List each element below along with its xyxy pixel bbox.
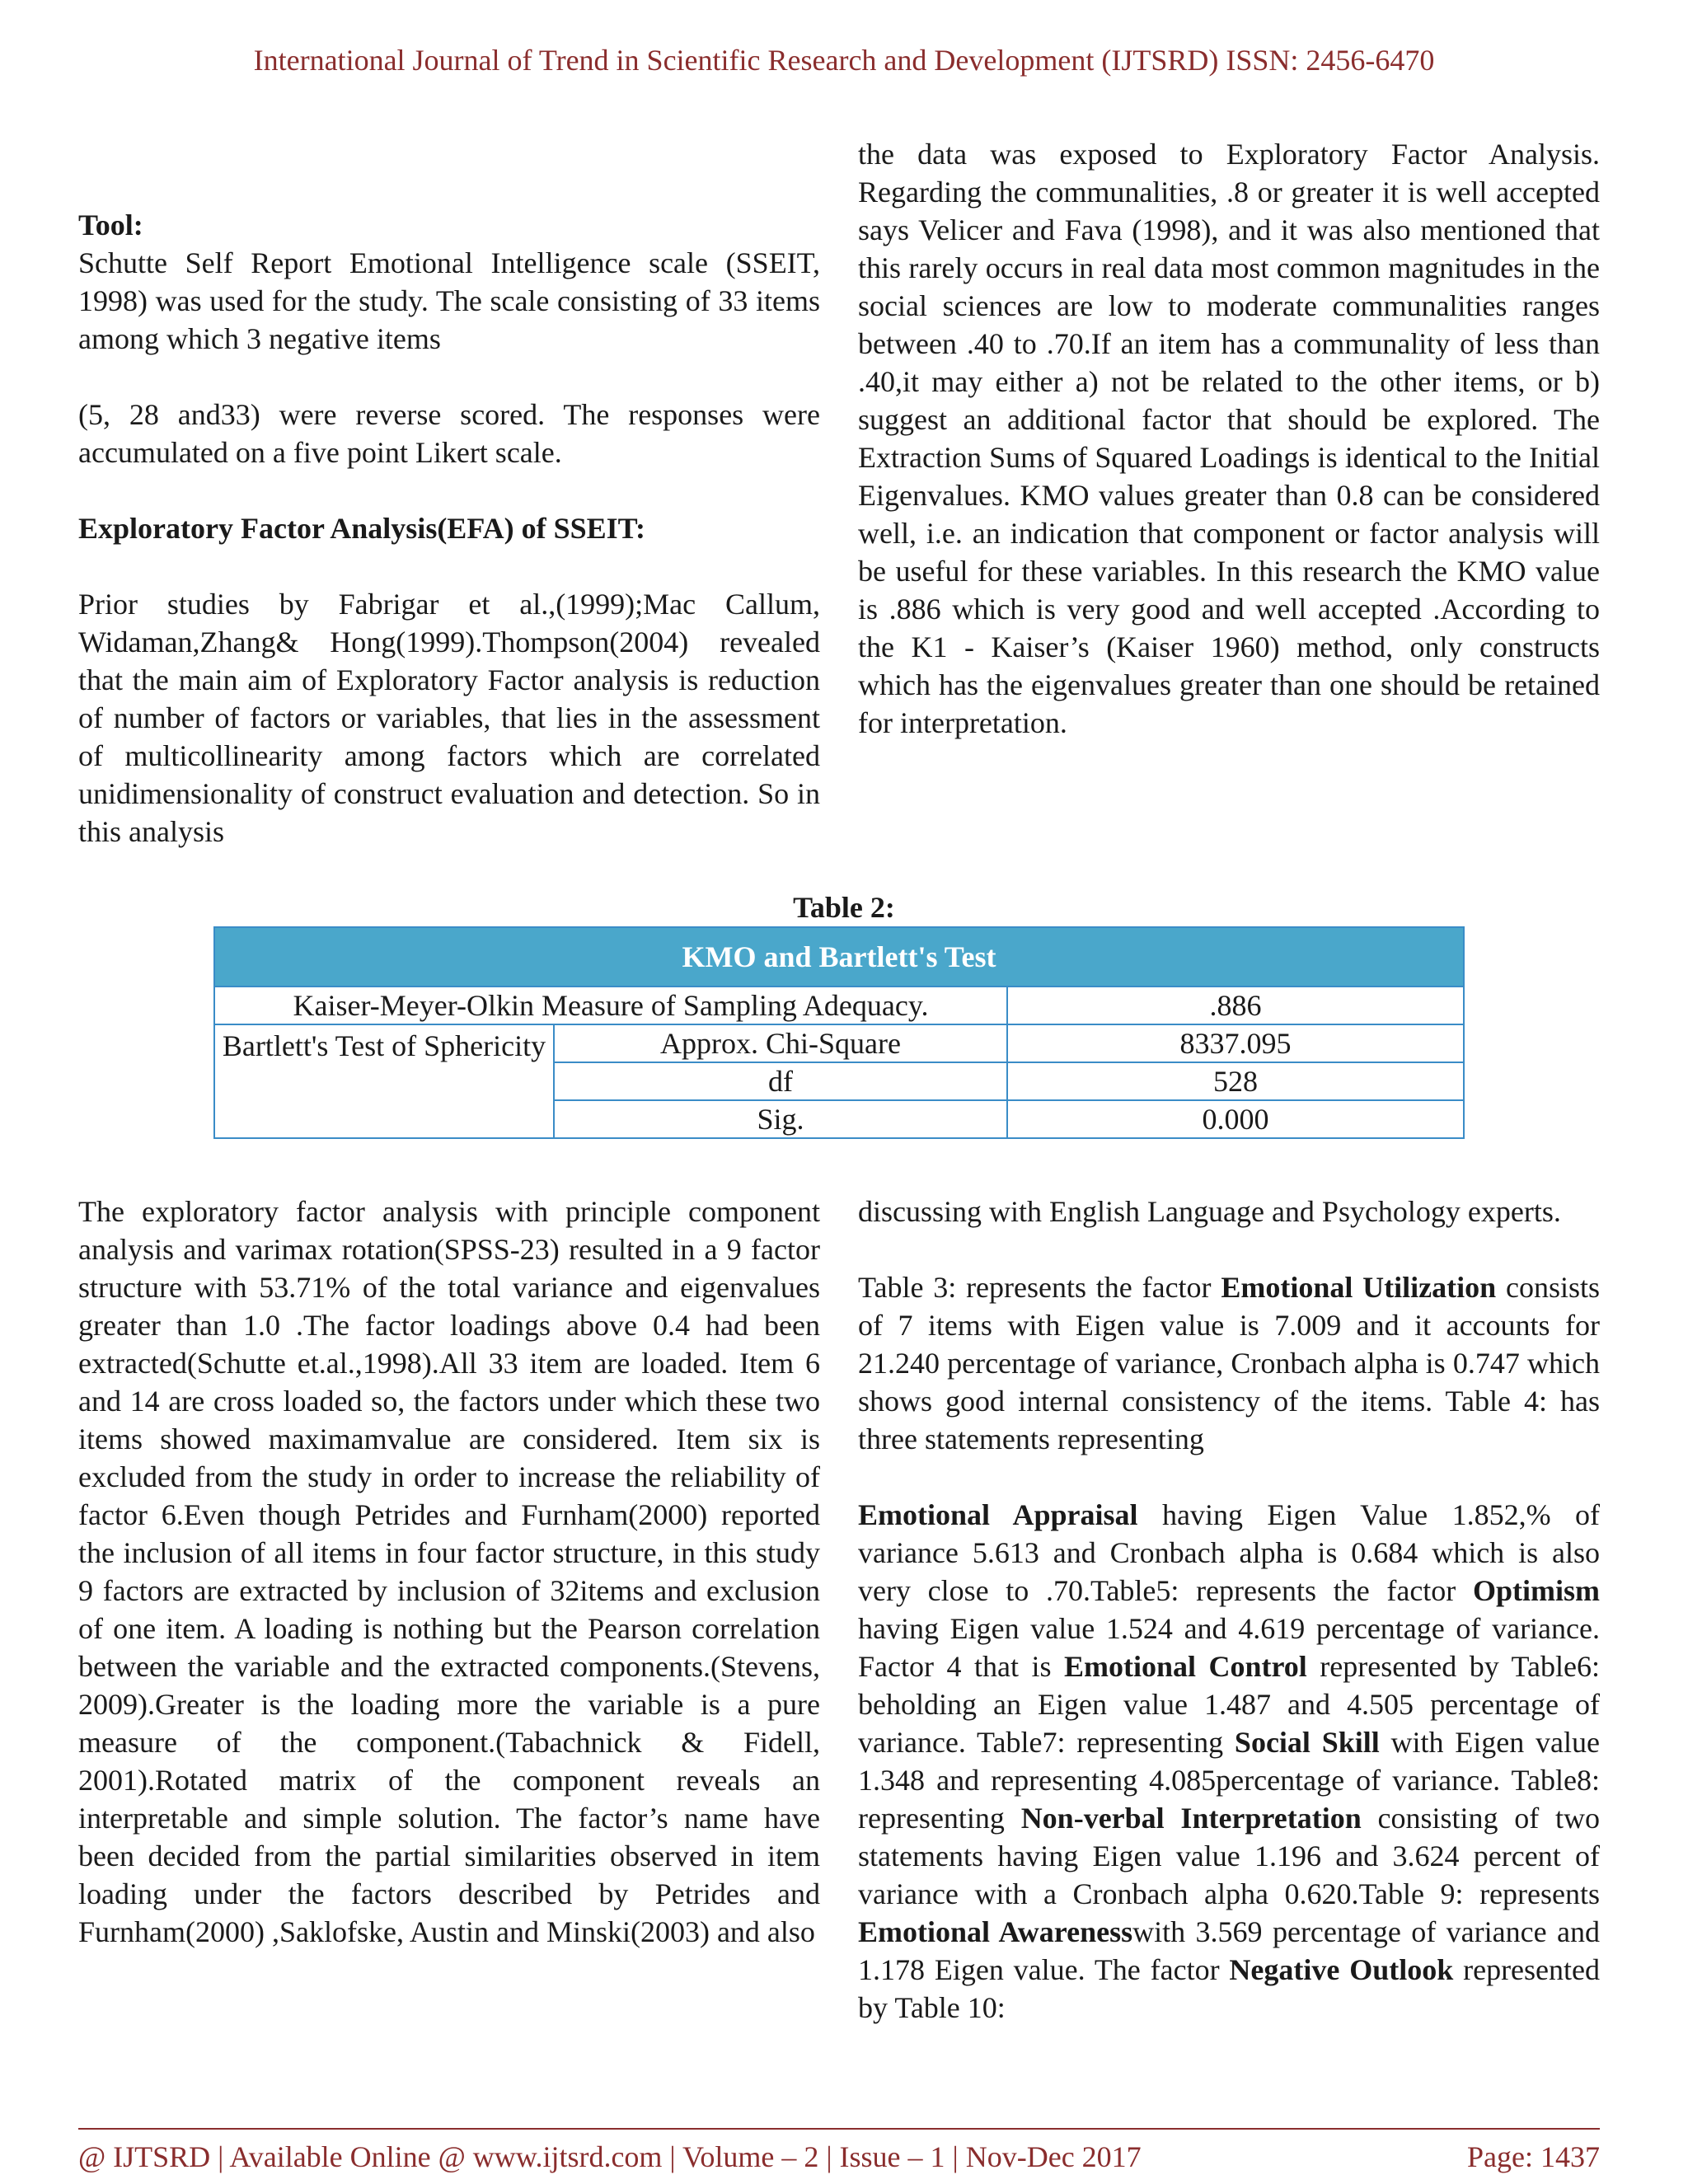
factor-negative-outlook: Negative Outlook: [1229, 1953, 1454, 1986]
page-footer: [78, 2139, 1600, 2174]
table-caption: Table 2:: [793, 891, 895, 924]
factors-paragraph: [858, 1496, 1600, 2027]
tool-heading: Tool:: [78, 209, 143, 241]
right-column-top: [858, 135, 1600, 742]
tool-paragraph-continued: (5, 28 and33) were reverse scored. The responses were accumulated on a five point Likert scale.: [78, 398, 820, 469]
factor-non-verbal-interpretation: Non-verbal Interpretation: [1020, 1802, 1362, 1835]
table-row-label: Sig.: [554, 1100, 1007, 1138]
communalities-paragraph: the data was exposed to Exploratory Factor Analysis. Regarding the communalities, .8 or greater it is well accepted says Velicer and Fava (1998), and it was also mentioned that this rarely occurs in real data most common magnitudes in the social sciences are low to moderate communalities ranges between .40 to .70.If an item has a communality of less than .40,it may either a) not be related to the other items, or b) suggest an additional factor that should be explored. The Extraction Sums of Squared Loadings is identical to the Initial Eigenvalues. KMO values greater than 0.8 can be considered well, i.e. an indication that component or factor analysis will be useful for these variables. In this research the KMO value is .886 which is very good and well accepted .According to the K1 - Kaiser’s (Kaiser 1960) method, only constructs which has the eigenvalues greater than one should be retained for interpretation.: [858, 138, 1600, 739]
factor-emotional-control: Emotional Control: [1063, 1650, 1307, 1683]
text-run: having Eigen Value 1.852,% of variance 5.613 and Cronbach alpha is 0.684 which is also very close to .70.Table5: represents the factor: [858, 1498, 1600, 1607]
efa-heading: Exploratory Factor Analysis(EFA) of SSEIT:: [78, 512, 646, 545]
footer-rule: [78, 2128, 1600, 2130]
text-run: represented by Table 10:: [858, 1953, 1600, 2024]
factor-optimism: Optimism: [1472, 1574, 1600, 1607]
kmo-value-cell: .886: [1007, 987, 1464, 1024]
left-column-top: [78, 206, 820, 851]
text-run: consists of 7 items with Eigen value is 7.009 and it accounts for 21.240 percentage of variance, Cronbach alpha is 0.747 which shows good internal consistency of the items. Table 4: has three statements representing: [858, 1271, 1600, 1455]
page-number: Page: 1437: [1467, 2140, 1600, 2173]
footer-journal-info: @ IJTSRD | Available Online @ www.ijtsrd.com | Volume – 2 | Issue – 1 | Nov-Dec 2017: [78, 2140, 1142, 2173]
factor-emotional-appraisal: Emotional Appraisal: [858, 1498, 1138, 1531]
text-run: represented by Table6: beholding an Eigen value 1.487 and 4.505 percentage of variance. Table7: representing: [858, 1650, 1600, 1759]
left-column-bottom: [78, 1193, 820, 1951]
journal-header: International Journal of Trend in Scientific Research and Development (IJTSRD) ISSN: 2456-6470: [253, 44, 1435, 77]
text-run: Table 3: represents the factor: [858, 1271, 1221, 1304]
tool-paragraph: Schutte Self Report Emotional Intelligence scale (SSEIT, 1998) was used for the study. The scale consisting of 33 items among which 3 negative items: [78, 246, 820, 355]
kmo-label-cell: Kaiser-Meyer-Olkin Measure of Sampling Adequacy.: [214, 987, 1007, 1024]
factor-emotional-utilization: Emotional Utilization: [1221, 1271, 1497, 1304]
text-run: with 3.569 percentage of variance and 1.178 Eigen value. The factor: [858, 1915, 1600, 1986]
efa-paragraph: Prior studies by Fabrigar et al.,(1999);Mac Callum, Widaman,Zhang& Hong(1999).Thompson(2004) revealed that the main aim of Exploratory Factor analysis is reduction of number of factors or variables, that lies in the assessment of multicollinearity among factors which are correlated unidimensionality of construct evaluation and detection. So in this analysis: [78, 588, 820, 848]
table-row-value: 8337.095: [1007, 1024, 1464, 1062]
table-row-value: 528: [1007, 1062, 1464, 1100]
table-row-label: Approx. Chi-Square: [554, 1024, 1007, 1062]
right-column-bottom: [858, 1193, 1600, 2027]
factor-emotional-awareness: Emotional Awareness: [858, 1915, 1133, 1948]
text-run: having Eigen value 1.524 and 4.619 percentage of variance. Factor 4 that is: [858, 1612, 1600, 1683]
factor-social-skill: Social Skill: [1234, 1726, 1380, 1759]
bartlett-label-cell: Bartlett's Test of Sphericity: [214, 1024, 554, 1138]
kmo-bartlett-table: [213, 926, 1465, 1139]
table-row-label: df: [554, 1062, 1007, 1100]
table-row-value: 0.000: [1007, 1100, 1464, 1138]
experts-paragraph: discussing with English Language and Psychology experts.: [858, 1195, 1561, 1228]
efa-results-paragraph: The exploratory factor analysis with principle component analysis and varimax rotation(SPSS-23) resulted in a 9 factor structure with 53.71% of the total variance and eigenvalues greater than 1.0 .The factor loadings above 0.4 had been extracted(Schutte et.al.,1998).All 33 item are loaded. Item 6 and 14 are cross loaded so, the factors under which these two items showed maximamvalue are considered. Item six is excluded from the study in order to increase the reliability of factor 6.Even though Petrides and Furnham(2000) reported the inclusion of all items in four factor structure, in this study 9 factors are extracted by inclusion of 32items and exclusion of one item. A loading is nothing but the Pearson correlation between the variable and the extracted components.(Stevens, 2009).Greater is the loading more the variable is a pure measure of the component.(Tabachnick & Fidell, 2001).Rotated matrix of the component reveals an interpretable and simple solution. The factor’s name have been decided from the partial similarities observed in item loading under the factors described by Petrides and Furnham(2000) ,Saklofske, Austin and Minski(2003) and also: [78, 1195, 820, 1948]
text-run: with Eigen value 1.348 and representing 4.085percentage of variance. Table8: representing: [858, 1726, 1600, 1835]
table3-paragraph: [858, 1268, 1600, 1458]
text-run: consisting of two statements having Eigen value 1.196 and 3.624 percent of variance with a Cronbach alpha 0.620.Table 9: represents: [858, 1802, 1600, 1910]
table-title: KMO and Bartlett's Test: [214, 927, 1464, 987]
